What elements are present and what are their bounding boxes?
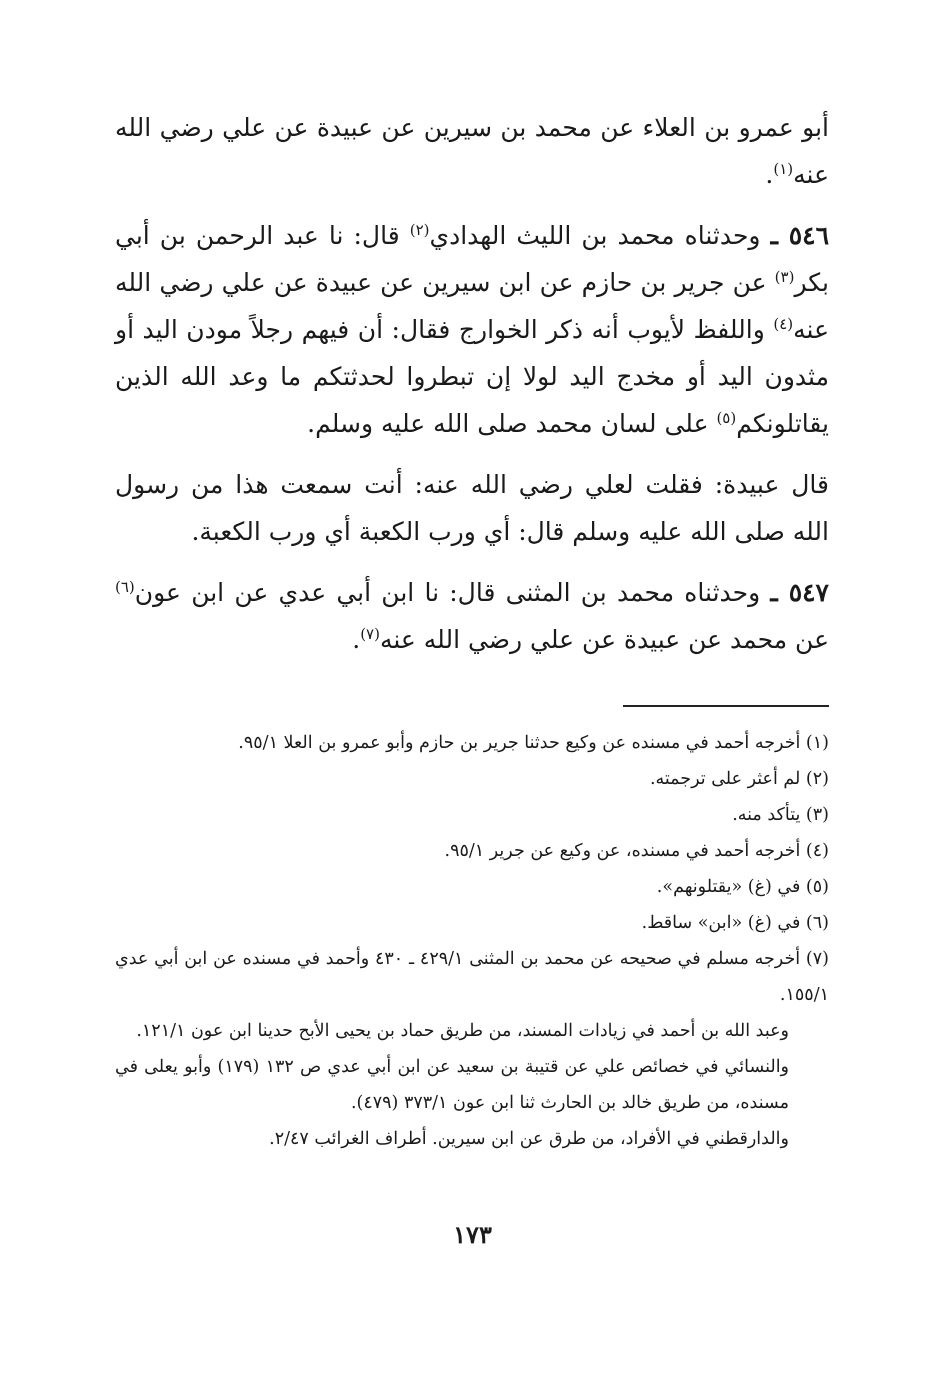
footnote-item: والنسائي في خصائص علي عن قتيبة بن سعيد عن ابن أبي عدي ص ١٣٢ (١٧٩) وأبو يعلى في مسنده، من طريق خالد بن الحارث ثنا ابن عون ٣٧٣/١ (٤٧٩). xyxy=(115,1057,790,1113)
footnote-ref-7: (٧) xyxy=(360,625,380,643)
hadith-547 xyxy=(115,569,829,663)
paragraph-continuation xyxy=(115,104,829,198)
footnote-ref-2: (٢) xyxy=(409,221,430,239)
footnotes xyxy=(115,725,829,1157)
paragraph-ubayda xyxy=(115,461,829,555)
footnote-item: (١) أخرجه أحمد في مسنده عن وكيع حدثنا جرير بن حازم وأبو عمرو بن العلا ٩٥/١. xyxy=(238,733,829,753)
hadith-number: ٥٤٦ ـ xyxy=(770,221,830,250)
paragraph-text: وحدثناه محمد بن المثنى قال: نا ابن أبي عدي عن ابن عون xyxy=(134,578,771,607)
footnote-ref-6: (٦) xyxy=(115,578,135,596)
paragraph-text: واللفظ لأيوب أنه ذكر الخوارج فقال: أن فيهم رجلاً مودن اليد أو مثدون اليد أو مخدج اليد لولا إن تبطروا لحدثتكم ما وعد الله الذين يقاتلونكم xyxy=(115,315,829,438)
footnote-item: (٦) في (غ) «ابن» ساقط. xyxy=(641,913,829,933)
footnote-item: (٥) في (غ) «يقتلونهم». xyxy=(656,877,829,897)
paragraph-end: . xyxy=(352,625,361,654)
page-body xyxy=(115,104,829,1157)
paragraph-text: وحدثناه محمد بن الليث الهدادي xyxy=(429,221,771,250)
paragraph-text: على لسان محمد صلى الله عليه وسلم. xyxy=(307,409,717,438)
page-number: ١٧٣ xyxy=(453,1220,492,1249)
footnote-ref-3: (٣) xyxy=(774,268,795,286)
paragraph-text: قال: نا عبد الرحمن بن أبي بكر xyxy=(115,221,829,297)
paragraph-text: عن جرير بن حازم عن ابن سيرين عن عبيدة عن علي رضي الله عنه xyxy=(115,268,829,344)
footnote-ref-1: (١) xyxy=(773,160,794,178)
footnote-item: وعبد الله بن أحمد في زيادات المسند، من طريق حماد بن يحيى الأبح حدينا ابن عون ١٢١/١. xyxy=(136,1021,789,1041)
footnote-item: (٢) لم أعثر على ترجمته. xyxy=(649,769,829,789)
main-text xyxy=(115,104,829,663)
footnote-item: والدارقطني في الأفراد، من طرق عن ابن سيرين. أطراف الغرائب ٢/٤٧. xyxy=(269,1129,789,1149)
paragraph-text: قال عبيدة: فقلت لعلي رضي الله عنه: أنت سمعت هذا من رسول الله صلى الله عليه وسلم قال: أي ورب الكعبة أي ورب الكعبة. xyxy=(115,470,829,546)
paragraph-text: أبو عمرو بن العلاء عن محمد بن سيرين عن عبيدة عن علي رضي الله عنه xyxy=(115,113,829,189)
footnote-ref-4: (٤) xyxy=(773,315,794,333)
footnote-divider xyxy=(623,705,829,707)
paragraph-end: . xyxy=(765,160,774,189)
footnote-item: (٤) أخرجه أحمد في مسنده، عن وكيع عن جرير ٩٥/١. xyxy=(444,841,829,861)
footnote-item: (٣) يتأكد منه. xyxy=(732,805,829,825)
footnote-ref-5: (٥) xyxy=(716,409,737,427)
hadith-number: ٥٤٧ ـ xyxy=(770,578,829,607)
footnote-item: (٧) أخرجه مسلم في صحيحه عن محمد بن المثنى ٤٢٩/١ ـ ٤٣٠ وأحمد في مسنده عن ابن أبي عدي ١٥٥/١. xyxy=(115,949,829,1005)
paragraph-text: عن محمد عن عبيدة عن علي رضي الله عنه xyxy=(379,625,829,654)
hadith-546 xyxy=(115,212,829,447)
